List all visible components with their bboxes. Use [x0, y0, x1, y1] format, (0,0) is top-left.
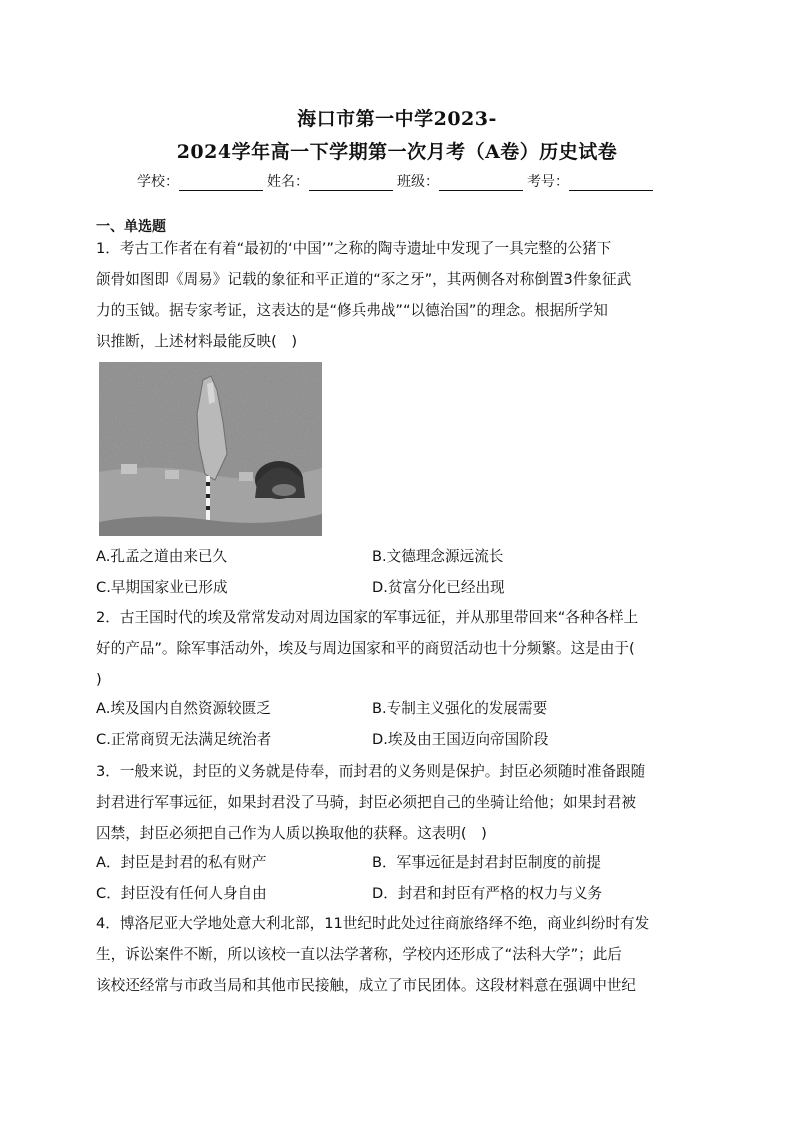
question-2-stem: [96, 602, 701, 695]
school-blank[interactable]: [179, 176, 263, 191]
question-line: 颌骨如图即《周易》记载的象征和平正道的“豕之牙”，其两侧各对称倒置3件象征武: [96, 271, 632, 288]
question-line: ): [96, 671, 102, 688]
class-blank[interactable]: [439, 176, 523, 191]
option-3c[interactable]: C．封臣没有任何人身自由: [96, 885, 267, 902]
question-line: 该校还经常与市政当局和其他市民接触，成立了市民团体。这段材料意在强调中世纪: [96, 977, 636, 994]
question-line: 2．古王国时代的埃及常常发动对周边国家的军事远征，并从那里带回来“各种各样上: [96, 609, 639, 626]
question-line: 3．一般来说，封臣的义务就是侍奉，而封君的义务则是保护。封臣必须随时准备跟随: [96, 763, 646, 780]
question-3-stem: [96, 756, 701, 849]
question-line: 4．博洛尼亚大学地处意大利北部，11世纪时此处过往商旅络绎不绝，商业纠纷时有发: [96, 915, 650, 932]
question-line: 力的玉钺。据专家考证，这表达的是“修兵弗战”“以德治国”的理念。根据所学知: [96, 302, 608, 319]
question-line: 封君进行军事远征，如果封君没了马骑，封臣必须把自己的坐骑让给他；如果封君被: [96, 794, 636, 811]
option-1d[interactable]: D.贫富分化已经出现: [372, 579, 505, 596]
option-3d[interactable]: D．封君和封臣有严格的权力与义务: [372, 885, 603, 902]
question-line: 生，诉讼案件不断，所以该校一直以法学著称，学校内还形成了“法科大学”；此后: [96, 946, 622, 963]
question-1-stem: [96, 233, 701, 357]
exam-title-line2: 2024学年高一下学期第一次月考（A卷）历史试卷: [176, 141, 618, 163]
option-2d[interactable]: D.埃及由王国迈向帝国阶段: [372, 731, 549, 748]
option-2b[interactable]: B.专制主义强化的发展需要: [372, 700, 548, 717]
question-line: 囚禁，封臣必须把自己作为人质以换取他的获释。这表明( ): [96, 825, 487, 842]
exam-title-line1: 海口市第一中学2023-: [297, 108, 497, 130]
exam-number-label: 考号：: [527, 174, 569, 190]
option-2c[interactable]: C.正常商贸无法满足统治者: [96, 731, 272, 748]
excavation-photo: [99, 362, 322, 536]
question-line: 好的产品”。除军事活动外，埃及与周边国家和平的商贸活动也十分频繁。这是由于(: [96, 640, 635, 657]
exam-number-blank[interactable]: [569, 176, 653, 191]
option-3b[interactable]: B．军事远征是封君封臣制度的前提: [372, 854, 601, 871]
name-label: 姓名：: [267, 174, 309, 190]
section-title: 一、单选题: [96, 219, 166, 235]
option-1c[interactable]: C.早期国家业已形成: [96, 579, 228, 596]
question-4-stem: [96, 908, 701, 1001]
school-label: 学校：: [137, 174, 179, 190]
option-1a[interactable]: A.孔孟之道由来已久: [96, 548, 228, 565]
option-1b[interactable]: B.文德理念源远流长: [372, 548, 504, 565]
question-line: 识推断，上述材料最能反映( ): [96, 333, 298, 350]
option-2a[interactable]: A.埃及国内自然资源较匮乏: [96, 700, 271, 717]
question-line: 1．考古工作者在有着“最初的‘中国’”之称的陶寺遗址中发现了一具完整的公猪下: [96, 240, 612, 257]
student-info-line: [0, 171, 794, 191]
name-blank[interactable]: [309, 176, 393, 191]
class-label: 班级：: [397, 174, 439, 190]
option-3a[interactable]: A．封臣是封君的私有财产: [96, 854, 267, 871]
